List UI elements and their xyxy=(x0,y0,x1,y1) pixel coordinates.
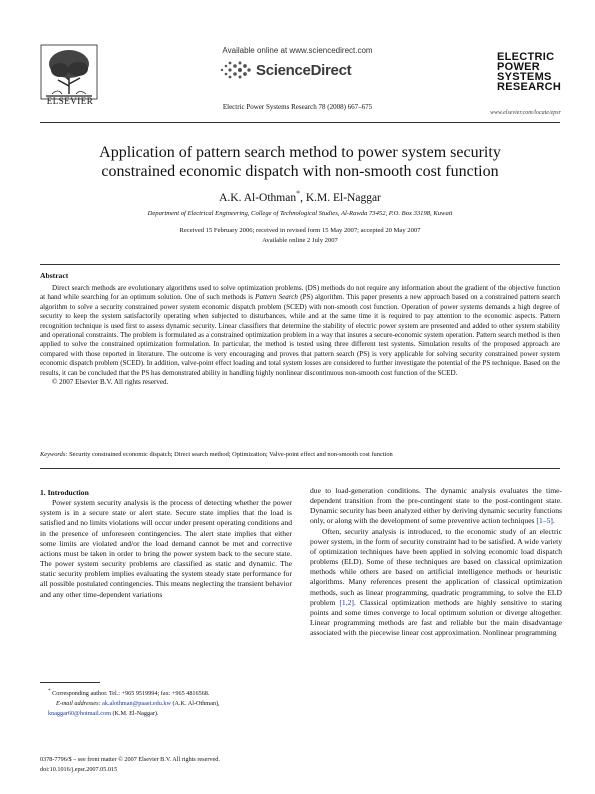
corresponding-author-note xyxy=(48,686,296,699)
journal-logo xyxy=(497,52,567,92)
email-link[interactable]: ak.alothman@paaet.edu.kw xyxy=(102,700,171,708)
header-divider xyxy=(40,122,560,123)
journal-reference: Electric Power Systems Research 78 (2008) 667–675 xyxy=(222,103,373,111)
keywords-label: Keywords: xyxy=(40,451,68,458)
sciencedirect-dots-icon xyxy=(218,60,252,80)
journal-logo-line: ELECTRIC xyxy=(497,51,555,63)
footnote-divider xyxy=(40,682,100,683)
email-owner: (K.M. El-Naggar). xyxy=(110,710,159,718)
journal-url[interactable]: www.elsevier.com/locate/epsr xyxy=(490,110,561,116)
email-owner: (A.K. Al-Othman), xyxy=(170,700,220,708)
body-text: . xyxy=(552,516,555,526)
available-online-date: Available online 2 July 2007 xyxy=(262,236,338,244)
abstract-text: (PS) algorithm. This paper presents a new approach based on a constrained pattern search algorithm to solve a security constrained power system economic dispatch problem (SCED) with non-smooth cost function. Operation of power systems demands a high degree of security to keep the system satisfactorily operating when subjected to disturbances, while and at the same time it is required to pay attention to the economic aspects. Pattern recognition technique is used first to assess dynamic security. Linear classifiers that determine the stability of electric power system are presented and added to other system stability and operational constraints. The problem is formulated as a constrained optimization problem in a way that insures a secure-economic system operation. Pattern search method is then applied to solve the constrained optimization formulation. In particular, the method is tested using three different test systems. Simulation results of the proposed approach are compared with those reported in literature. The outcome is very encouraging and proves that pattern search (PS) is very applicable for solving security constrained power system economic dispatch problem (SCED). In addition, valve-point effect loading and total system losses are considered to further investigate the potential of the PS technique. Based on the results, it can be concluded that the PS has demonstrated ability in handling highly nonlinear discontinuous non-smooth cost function of the SCED. xyxy=(40,293,560,377)
abstract-divider xyxy=(40,264,560,265)
body-text: due to load-generation conditions. The dynamic analysis evaluates the time-dependent transition from the pre-contingent state to the post-contingent state. Dynamic security has been analyzed either by deriving dynamic security functions only, or along with the development of some preventive action techniques xyxy=(310,486,562,526)
footnote xyxy=(48,686,296,719)
sciencedirect-wordmark: ScienceDirect xyxy=(256,62,352,79)
email-line xyxy=(48,699,296,709)
abstract-text: Direct search methods are evolutionary algorithms used to solve optimization problems. (DS) methods do not require any information about the gradient of the objective function at hand while searching for an optimum solution. One of such methods is xyxy=(40,284,560,302)
author-list xyxy=(40,189,560,204)
journal-logo-line: POWER xyxy=(497,61,541,73)
keywords xyxy=(40,451,560,458)
abstract-body xyxy=(40,284,560,387)
email-line xyxy=(48,709,296,719)
section-heading: 1. Introduction xyxy=(40,488,89,497)
body-column-right xyxy=(310,486,562,638)
front-matter-info xyxy=(40,755,300,774)
received-dates: Received 15 February 2006; received in revised form 15 May 2007; accepted 20 May 2007 xyxy=(179,227,421,234)
journal-logo-line: SYSTEMS xyxy=(497,71,552,83)
email-label: E-mail addresses: xyxy=(56,700,101,708)
author-name: K.M. El-Naggar xyxy=(305,191,381,204)
citation-link[interactable]: [1–5] xyxy=(536,516,553,526)
abstract-emphasis: Pattern Search xyxy=(255,293,298,302)
elsevier-tree-icon xyxy=(40,44,98,100)
journal-logo-line: RESEARCH xyxy=(497,81,562,93)
keywords-list: Security constrained economic dispatch; Direct search method; Optimization; Valve-point effect and non-smooth cost function xyxy=(69,451,393,458)
footnote-text: Corresponding author. Tel.: +965 9519994; fax: +965 4816568. xyxy=(52,690,210,698)
abstract-heading: Abstract xyxy=(40,271,69,280)
keywords-divider xyxy=(40,468,560,469)
body-column-left xyxy=(40,488,292,600)
affiliation: Department of Electrical Engineering, College of Technological Studies, Al-Rawda 73452, P.O. Box 33198, Kuwait xyxy=(147,210,453,217)
article-title xyxy=(40,143,560,181)
body-paragraph xyxy=(310,527,562,639)
author-name: A.K. Al-Othman xyxy=(219,191,297,204)
footnote-mark: * xyxy=(48,688,51,694)
body-text: Often, security analysis is introduced, to the economic study of an electric power system, in the form of security constraint had to be satisfied. A wide variety of optimization techniques have been applied in solving economic load dispatch problems (ELD). Some of these techniques are based on classical optimization methods while others are based on artificial intelligence methods or heuristic algorithms. Many references present the application of classical optimization methods, such as linear programming, quadratic programming, to solve the ELD problem xyxy=(310,526,562,607)
email-link[interactable]: knaggar60@hotmail.com xyxy=(48,710,111,718)
body-paragraph xyxy=(310,486,562,527)
body-paragraph: Power system security analysis is the process of detecting whether the power system is in a secure state or alert state. Secure state implies that the load is satisfied and no limits violations will occur under present operating conditions and in the presence of unforeseen contingencies. The alert state implies that either some limits are violated and/or the load demand cannot be met and corrective actions must be taken in order to bring the power system back to the secure state. The power system security problems are classified as static and dynamic. The static security problem implies evaluating the system steady state performance for all possible postulated contingencies. This means neglecting the transient behavior and any other time-dependent variations xyxy=(40,498,292,599)
sciencedirect-logo xyxy=(218,57,378,83)
issn-line: 0378-7796/$ – see front matter © 2007 Elsevier B.V. All rights reserved. xyxy=(40,756,220,763)
doi-line[interactable]: doi:10.1016/j.epsr.2007.05.015 xyxy=(40,765,118,773)
article-history xyxy=(40,226,560,245)
author-separator: , xyxy=(300,191,306,204)
body-text: . Classical optimization methods are highly sensitive to staring points and some times converge to local optimum solution or diverge altogether. Linear programming methods are fast and reliable but the main disadvantage associated with the piecewise linear cost approximation. Nonlinear programming xyxy=(310,597,562,638)
abstract-copyright: © 2007 Elsevier B.V. All rights reserved. xyxy=(52,378,169,387)
publisher-name: ELSEVIER xyxy=(46,96,94,106)
citation-link[interactable]: [1,2] xyxy=(339,597,354,607)
available-online-text: Available online at www.sciencedirect.com xyxy=(222,46,373,55)
title-line: Application of pattern search method to power system security xyxy=(99,144,501,161)
abstract-paragraph xyxy=(40,284,560,378)
corresponding-author-mark[interactable]: * xyxy=(296,189,301,198)
title-line: constrained economic dispatch with non-smooth cost function xyxy=(101,163,499,180)
